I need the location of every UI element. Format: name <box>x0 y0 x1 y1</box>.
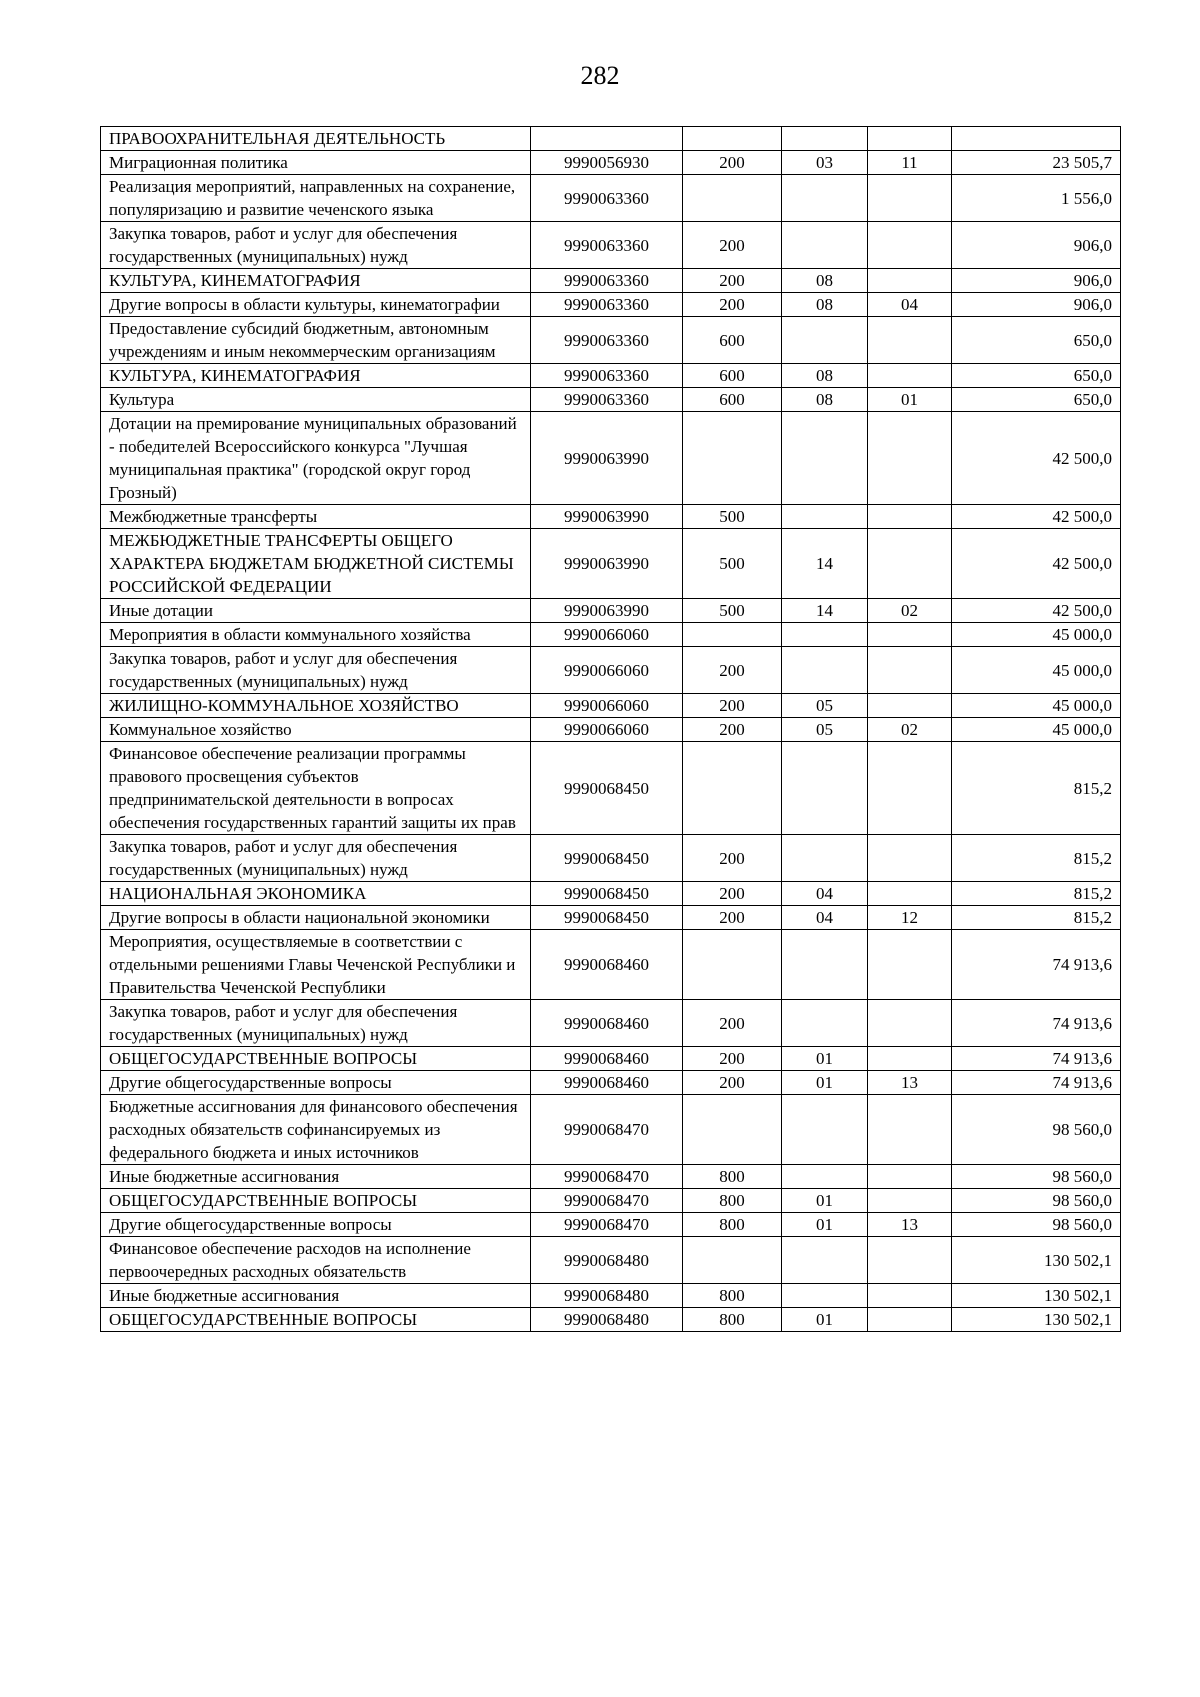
row-name-cell: ОБЩЕГОСУДАРСТВЕННЫЕ ВОПРОСЫ <box>101 1308 531 1332</box>
row-section-cell <box>782 742 868 835</box>
row-section-cell <box>782 127 868 151</box>
row-name-cell: Иные бюджетные ассигнования <box>101 1284 531 1308</box>
row-name-cell: Финансовое обеспечение расходов на исполнение первоочередных расходных обязательств <box>101 1237 531 1284</box>
table-row <box>101 647 1121 694</box>
row-target-code-cell: 9990063360 <box>531 269 683 293</box>
row-section-cell: 01 <box>782 1047 868 1071</box>
row-target-code-cell: 9990056930 <box>531 151 683 175</box>
page-number: 282 <box>580 61 620 90</box>
row-amount-cell: 98 560,0 <box>952 1189 1121 1213</box>
row-target-code-cell: 9990063360 <box>531 364 683 388</box>
row-section-cell: 01 <box>782 1308 868 1332</box>
row-target-code-cell: 9990066060 <box>531 623 683 647</box>
row-amount-cell: 815,2 <box>952 906 1121 930</box>
row-target-code-cell: 9990068450 <box>531 906 683 930</box>
row-target-code-cell: 9990068480 <box>531 1308 683 1332</box>
row-target-code-cell: 9990063990 <box>531 599 683 623</box>
row-section-cell: 01 <box>782 1189 868 1213</box>
row-section-cell: 04 <box>782 882 868 906</box>
row-expense-type-cell <box>683 742 782 835</box>
row-amount-cell: 130 502,1 <box>952 1237 1121 1284</box>
row-subsection-cell <box>868 175 952 222</box>
row-section-cell: 14 <box>782 529 868 599</box>
row-subsection-cell <box>868 364 952 388</box>
row-section-cell: 01 <box>782 1213 868 1237</box>
row-subsection-cell <box>868 317 952 364</box>
row-subsection-cell <box>868 1308 952 1332</box>
row-target-code-cell: 9990063360 <box>531 317 683 364</box>
row-section-cell <box>782 647 868 694</box>
row-subsection-cell <box>868 835 952 882</box>
row-amount-cell: 42 500,0 <box>952 412 1121 505</box>
row-target-code-cell: 9990068460 <box>531 1047 683 1071</box>
row-subsection-cell: 13 <box>868 1071 952 1095</box>
row-subsection-cell: 12 <box>868 906 952 930</box>
row-amount-cell: 650,0 <box>952 388 1121 412</box>
row-subsection-cell <box>868 1000 952 1047</box>
row-target-code-cell: 9990066060 <box>531 718 683 742</box>
table-row <box>101 930 1121 1000</box>
row-section-cell <box>782 1095 868 1165</box>
table-row <box>101 175 1121 222</box>
row-subsection-cell <box>868 1047 952 1071</box>
row-expense-type-cell: 800 <box>683 1308 782 1332</box>
table-row <box>101 1000 1121 1047</box>
row-expense-type-cell <box>683 930 782 1000</box>
row-section-cell <box>782 1237 868 1284</box>
row-section-cell: 08 <box>782 364 868 388</box>
row-target-code-cell: 9990068460 <box>531 1071 683 1095</box>
row-section-cell: 14 <box>782 599 868 623</box>
row-amount-cell: 1 556,0 <box>952 175 1121 222</box>
row-amount-cell: 906,0 <box>952 269 1121 293</box>
table-row <box>101 694 1121 718</box>
row-name-cell: Дотации на премирование муниципальных образований - победителей Всероссийского конкурса "Лучшая муниципальная практика" (городской округ город Грозный) <box>101 412 531 505</box>
row-target-code-cell: 9990063360 <box>531 388 683 412</box>
row-target-code-cell: 9990063360 <box>531 175 683 222</box>
row-expense-type-cell: 200 <box>683 647 782 694</box>
row-name-cell: Финансовое обеспечение реализации программы правового просвещения субъектов предпринимательской деятельности в вопросах обеспечения государственных гарантий защиты их прав <box>101 742 531 835</box>
row-target-code-cell <box>531 127 683 151</box>
row-name-cell: Предоставление субсидий бюджетным, автономным учреждениям и иным некоммерческим организациям <box>101 317 531 364</box>
row-expense-type-cell: 600 <box>683 388 782 412</box>
row-expense-type-cell: 200 <box>683 1071 782 1095</box>
table-row <box>101 293 1121 317</box>
table-row <box>101 1095 1121 1165</box>
row-name-cell: Коммунальное хозяйство <box>101 718 531 742</box>
table-row <box>101 906 1121 930</box>
row-section-cell <box>782 222 868 269</box>
row-section-cell: 08 <box>782 388 868 412</box>
row-name-cell: Другие вопросы в области национальной экономики <box>101 906 531 930</box>
row-target-code-cell: 9990068450 <box>531 835 683 882</box>
row-amount-cell: 42 500,0 <box>952 505 1121 529</box>
row-name-cell: МЕЖБЮДЖЕТНЫЕ ТРАНСФЕРТЫ ОБЩЕГО ХАРАКТЕРА БЮДЖЕТАМ БЮДЖЕТНОЙ СИСТЕМЫ РОССИЙСКОЙ ФЕДЕРАЦИИ <box>101 529 531 599</box>
row-name-cell: ЖИЛИЩНО-КОММУНАЛЬНОЕ ХОЗЯЙСТВО <box>101 694 531 718</box>
row-target-code-cell: 9990068470 <box>531 1165 683 1189</box>
row-amount-cell: 74 913,6 <box>952 930 1121 1000</box>
row-name-cell: Закупка товаров, работ и услуг для обеспечения государственных (муниципальных) нужд <box>101 222 531 269</box>
row-amount-cell: 45 000,0 <box>952 647 1121 694</box>
row-expense-type-cell <box>683 623 782 647</box>
row-target-code-cell: 9990068470 <box>531 1095 683 1165</box>
row-expense-type-cell <box>683 1095 782 1165</box>
row-subsection-cell <box>868 529 952 599</box>
row-section-cell <box>782 1165 868 1189</box>
row-target-code-cell: 9990063990 <box>531 412 683 505</box>
row-subsection-cell <box>868 222 952 269</box>
table-row <box>101 1237 1121 1284</box>
row-section-cell <box>782 835 868 882</box>
table-row <box>101 222 1121 269</box>
row-section-cell <box>782 505 868 529</box>
row-section-cell: 05 <box>782 718 868 742</box>
row-target-code-cell: 9990068450 <box>531 742 683 835</box>
row-target-code-cell: 9990063990 <box>531 505 683 529</box>
row-amount-cell: 98 560,0 <box>952 1165 1121 1189</box>
row-target-code-cell: 9990066060 <box>531 647 683 694</box>
row-subsection-cell <box>868 647 952 694</box>
table-row <box>101 599 1121 623</box>
row-subsection-cell <box>868 742 952 835</box>
table-row <box>101 1284 1121 1308</box>
row-amount-cell: 98 560,0 <box>952 1213 1121 1237</box>
row-expense-type-cell: 800 <box>683 1165 782 1189</box>
row-subsection-cell <box>868 1237 952 1284</box>
row-expense-type-cell: 200 <box>683 293 782 317</box>
row-expense-type-cell: 200 <box>683 151 782 175</box>
row-name-cell: Закупка товаров, работ и услуг для обеспечения государственных (муниципальных) нужд <box>101 1000 531 1047</box>
row-section-cell: 04 <box>782 906 868 930</box>
row-amount-cell: 42 500,0 <box>952 599 1121 623</box>
table-row <box>101 151 1121 175</box>
row-subsection-cell <box>868 930 952 1000</box>
row-section-cell <box>782 1000 868 1047</box>
row-section-cell <box>782 412 868 505</box>
table-row <box>101 505 1121 529</box>
row-amount-cell: 815,2 <box>952 882 1121 906</box>
row-expense-type-cell: 200 <box>683 906 782 930</box>
row-target-code-cell: 9990068460 <box>531 1000 683 1047</box>
row-section-cell <box>782 1284 868 1308</box>
row-amount-cell: 815,2 <box>952 835 1121 882</box>
budget-table-body <box>101 127 1121 1332</box>
table-row <box>101 835 1121 882</box>
table-row <box>101 127 1121 151</box>
table-row <box>101 742 1121 835</box>
table-row <box>101 1308 1121 1332</box>
row-section-cell: 01 <box>782 1071 868 1095</box>
row-expense-type-cell: 800 <box>683 1284 782 1308</box>
row-expense-type-cell: 200 <box>683 718 782 742</box>
row-target-code-cell: 9990063360 <box>531 222 683 269</box>
row-expense-type-cell: 200 <box>683 1000 782 1047</box>
row-expense-type-cell <box>683 1237 782 1284</box>
row-amount-cell: 74 913,6 <box>952 1000 1121 1047</box>
row-amount-cell: 98 560,0 <box>952 1095 1121 1165</box>
row-amount-cell: 74 913,6 <box>952 1071 1121 1095</box>
row-subsection-cell <box>868 505 952 529</box>
row-expense-type-cell: 800 <box>683 1189 782 1213</box>
row-name-cell: Иные бюджетные ассигнования <box>101 1165 531 1189</box>
row-name-cell: Другие вопросы в области культуры, кинематографии <box>101 293 531 317</box>
row-expense-type-cell: 200 <box>683 269 782 293</box>
row-expense-type-cell: 500 <box>683 599 782 623</box>
row-amount-cell: 650,0 <box>952 317 1121 364</box>
row-expense-type-cell: 800 <box>683 1213 782 1237</box>
row-amount-cell: 45 000,0 <box>952 623 1121 647</box>
row-name-cell: Закупка товаров, работ и услуг для обеспечения государственных (муниципальных) нужд <box>101 647 531 694</box>
row-amount-cell: 815,2 <box>952 742 1121 835</box>
row-name-cell: Культура <box>101 388 531 412</box>
row-target-code-cell: 9990068460 <box>531 930 683 1000</box>
row-name-cell: Мероприятия в области коммунального хозяйства <box>101 623 531 647</box>
row-target-code-cell: 9990066060 <box>531 694 683 718</box>
row-section-cell: 08 <box>782 269 868 293</box>
row-subsection-cell <box>868 1189 952 1213</box>
row-target-code-cell: 9990068470 <box>531 1189 683 1213</box>
row-section-cell <box>782 317 868 364</box>
table-row <box>101 718 1121 742</box>
row-section-cell <box>782 930 868 1000</box>
row-section-cell: 08 <box>782 293 868 317</box>
row-expense-type-cell: 200 <box>683 882 782 906</box>
row-amount-cell: 906,0 <box>952 293 1121 317</box>
row-expense-type-cell: 200 <box>683 1047 782 1071</box>
row-section-cell <box>782 623 868 647</box>
row-subsection-cell <box>868 1284 952 1308</box>
row-subsection-cell: 13 <box>868 1213 952 1237</box>
row-amount-cell: 130 502,1 <box>952 1308 1121 1332</box>
row-amount-cell: 45 000,0 <box>952 694 1121 718</box>
row-amount-cell: 74 913,6 <box>952 1047 1121 1071</box>
row-subsection-cell <box>868 269 952 293</box>
row-name-cell: Мероприятия, осуществляемые в соответствии с отдельными решениями Главы Чеченской Республики и Правительства Чеченской Республики <box>101 930 531 1000</box>
row-name-cell: КУЛЬТУРА, КИНЕМАТОГРАФИЯ <box>101 364 531 388</box>
row-expense-type-cell: 500 <box>683 529 782 599</box>
row-subsection-cell <box>868 1165 952 1189</box>
table-row <box>101 1071 1121 1095</box>
row-subsection-cell: 02 <box>868 599 952 623</box>
row-amount-cell: 45 000,0 <box>952 718 1121 742</box>
table-row <box>101 364 1121 388</box>
row-name-cell: Бюджетные ассигнования для финансового обеспечения расходных обязательств софинансируемых из федерального бюджета и иных источников <box>101 1095 531 1165</box>
row-name-cell: НАЦИОНАЛЬНАЯ ЭКОНОМИКА <box>101 882 531 906</box>
table-row <box>101 1047 1121 1071</box>
row-section-cell <box>782 175 868 222</box>
row-subsection-cell: 02 <box>868 718 952 742</box>
row-amount-cell: 650,0 <box>952 364 1121 388</box>
table-row <box>101 623 1121 647</box>
row-name-cell: ОБЩЕГОСУДАРСТВЕННЫЕ ВОПРОСЫ <box>101 1047 531 1071</box>
row-target-code-cell: 9990068450 <box>531 882 683 906</box>
row-expense-type-cell: 600 <box>683 317 782 364</box>
row-amount-cell: 42 500,0 <box>952 529 1121 599</box>
table-row <box>101 1213 1121 1237</box>
row-name-cell: Иные дотации <box>101 599 531 623</box>
row-amount-cell: 23 505,7 <box>952 151 1121 175</box>
row-expense-type-cell: 200 <box>683 694 782 718</box>
row-subsection-cell <box>868 623 952 647</box>
row-subsection-cell <box>868 1095 952 1165</box>
table-row <box>101 529 1121 599</box>
row-name-cell: Межбюджетные трансферты <box>101 505 531 529</box>
row-section-cell: 03 <box>782 151 868 175</box>
table-row <box>101 388 1121 412</box>
table-row <box>101 317 1121 364</box>
row-expense-type-cell: 200 <box>683 835 782 882</box>
table-row <box>101 1189 1121 1213</box>
row-target-code-cell: 9990068470 <box>531 1213 683 1237</box>
row-section-cell: 05 <box>782 694 868 718</box>
row-target-code-cell: 9990063360 <box>531 293 683 317</box>
row-expense-type-cell: 200 <box>683 222 782 269</box>
row-name-cell: ПРАВООХРАНИТЕЛЬНАЯ ДЕЯТЕЛЬНОСТЬ <box>101 127 531 151</box>
budget-table <box>100 126 1121 1332</box>
row-subsection-cell: 04 <box>868 293 952 317</box>
row-subsection-cell: 11 <box>868 151 952 175</box>
row-target-code-cell: 9990063990 <box>531 529 683 599</box>
row-expense-type-cell: 500 <box>683 505 782 529</box>
row-name-cell: КУЛЬТУРА, КИНЕМАТОГРАФИЯ <box>101 269 531 293</box>
row-name-cell: Закупка товаров, работ и услуг для обеспечения государственных (муниципальных) нужд <box>101 835 531 882</box>
row-subsection-cell <box>868 412 952 505</box>
table-row <box>101 412 1121 505</box>
row-target-code-cell: 9990068480 <box>531 1284 683 1308</box>
table-row <box>101 1165 1121 1189</box>
table-row <box>101 269 1121 293</box>
row-name-cell: Миграционная политика <box>101 151 531 175</box>
row-name-cell: Другие общегосударственные вопросы <box>101 1071 531 1095</box>
row-name-cell: Другие общегосударственные вопросы <box>101 1213 531 1237</box>
row-name-cell: ОБЩЕГОСУДАРСТВЕННЫЕ ВОПРОСЫ <box>101 1189 531 1213</box>
row-amount-cell <box>952 127 1121 151</box>
row-expense-type-cell: 600 <box>683 364 782 388</box>
row-subsection-cell <box>868 127 952 151</box>
row-amount-cell: 130 502,1 <box>952 1284 1121 1308</box>
row-expense-type-cell <box>683 127 782 151</box>
row-target-code-cell: 9990068480 <box>531 1237 683 1284</box>
table-row <box>101 882 1121 906</box>
row-subsection-cell <box>868 882 952 906</box>
row-subsection-cell: 01 <box>868 388 952 412</box>
row-expense-type-cell <box>683 175 782 222</box>
row-subsection-cell <box>868 694 952 718</box>
row-name-cell: Реализация мероприятий, направленных на сохранение, популяризацию и развитие чеченского языка <box>101 175 531 222</box>
row-amount-cell: 906,0 <box>952 222 1121 269</box>
row-expense-type-cell <box>683 412 782 505</box>
